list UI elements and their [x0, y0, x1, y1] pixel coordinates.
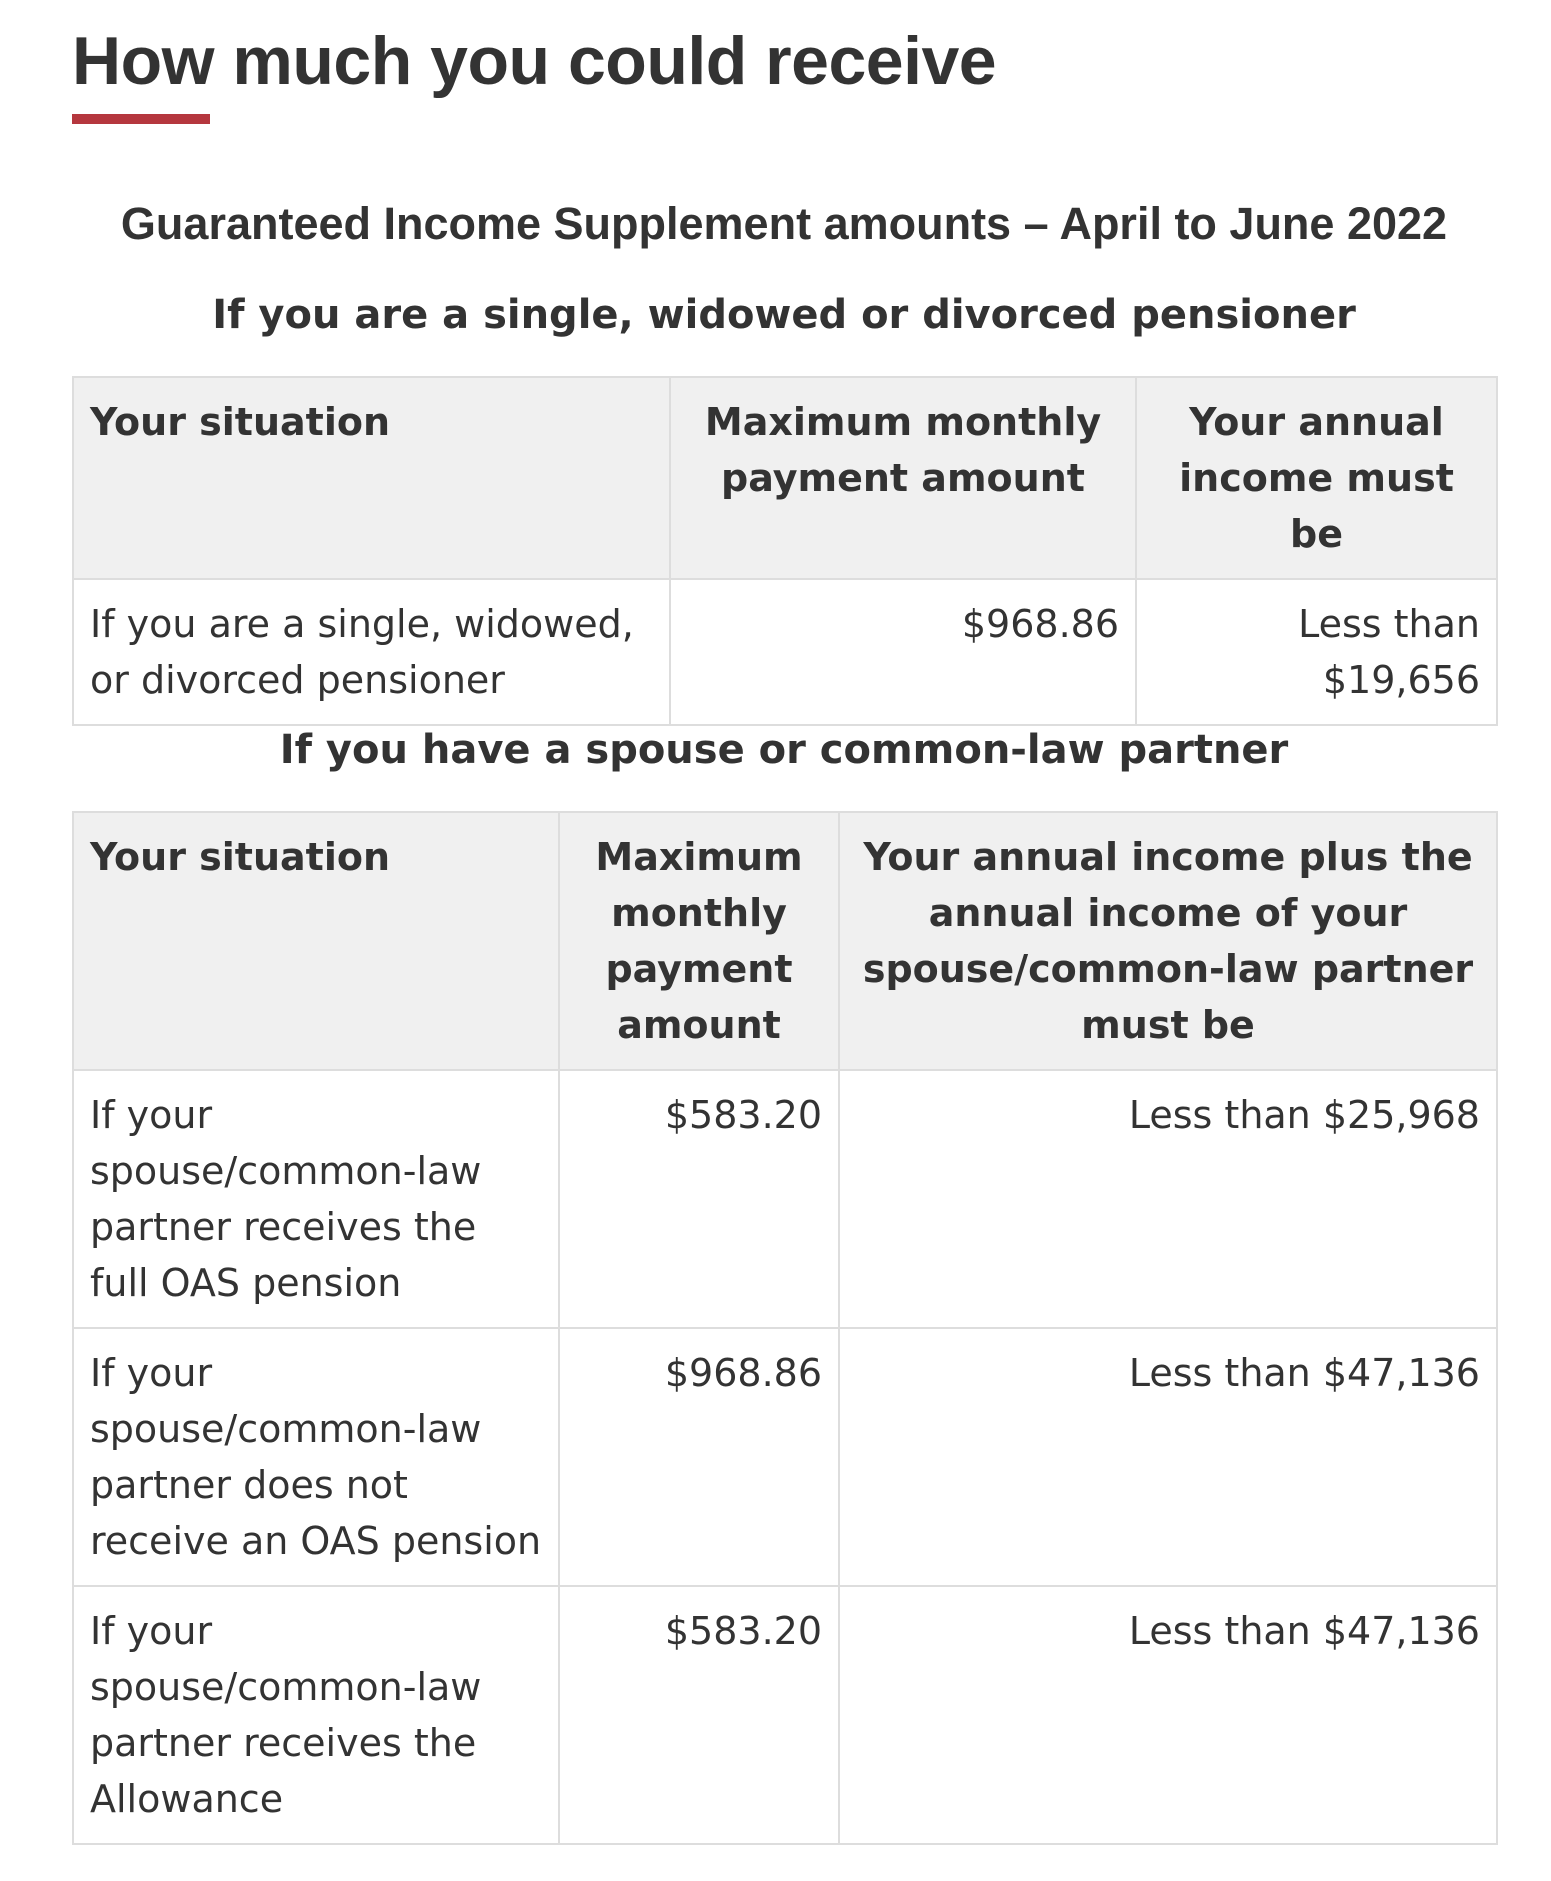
- situation-cell: If your spouse/common-law partner receives the full OAS pension: [73, 1070, 559, 1328]
- situation-cell: If you are a single, widowed, or divorced pensioner: [73, 579, 670, 725]
- payment-cell: $583.20: [559, 1586, 839, 1844]
- column-header-payment: Maximum monthly payment amount: [670, 377, 1136, 579]
- column-header-income: Your annual income plus the annual income of your spouse/common-law partner must be: [839, 812, 1497, 1070]
- spouse-partner-table: [72, 811, 1498, 1845]
- column-header-income: Your annual income must be: [1136, 377, 1497, 579]
- income-cell: Less than $47,136: [839, 1586, 1497, 1844]
- table-row: [73, 1586, 1497, 1844]
- table-header-row: [73, 812, 1497, 1070]
- table-header-row: [73, 377, 1497, 579]
- income-cell: Less than $19,656: [1136, 579, 1497, 725]
- column-header-situation: Your situation: [73, 377, 670, 579]
- spouse-table-heading: If you have a spouse or common-law partner: [279, 727, 1289, 773]
- single-pensioner-table: [72, 376, 1498, 726]
- situation-cell: If your spouse/common-law partner does not receive an OAS pension: [73, 1328, 559, 1586]
- page-title: How much you could receive: [72, 23, 997, 99]
- income-cell: Less than $47,136: [839, 1328, 1497, 1586]
- column-header-situation: Your situation: [73, 812, 559, 1070]
- table-row: [73, 1070, 1497, 1328]
- situation-cell: If your spouse/common-law partner receives the Allowance: [73, 1586, 559, 1844]
- income-cell: Less than $25,968: [839, 1070, 1497, 1328]
- table-row: [73, 579, 1497, 725]
- title-underline: [72, 114, 210, 124]
- payment-cell: $583.20: [559, 1070, 839, 1328]
- single-table-heading: If you are a single, widowed or divorced pensioner: [212, 292, 1356, 338]
- table-row: [73, 1328, 1497, 1586]
- table-caption: Guaranteed Income Supplement amounts – April to June 2022: [120, 198, 1448, 249]
- payment-cell: $968.86: [559, 1328, 839, 1586]
- column-header-payment: Maximum monthly payment amount: [559, 812, 839, 1070]
- payment-cell: $968.86: [670, 579, 1136, 725]
